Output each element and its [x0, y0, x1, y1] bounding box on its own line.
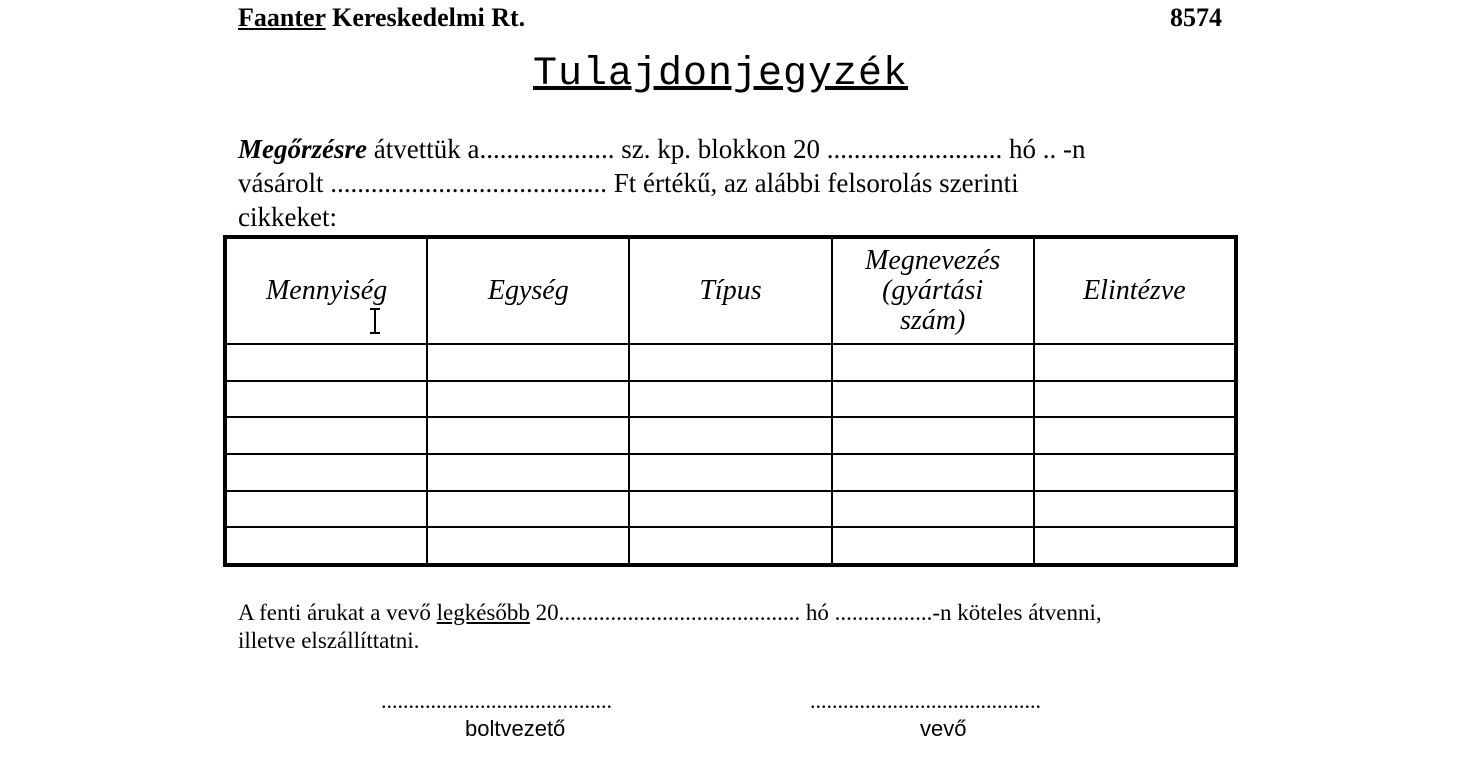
signature-line-store-manager[interactable]: ..........................................	[381, 688, 612, 713]
table-cell[interactable]	[832, 454, 1034, 491]
table-cell[interactable]	[427, 417, 629, 454]
column-header-unit: Egység	[427, 237, 629, 344]
table-row	[225, 454, 1236, 491]
table-cell[interactable]	[225, 344, 427, 381]
company-name-underlined: Faanter	[238, 3, 326, 32]
document-number: 8574	[1170, 3, 1222, 32]
company-name-rest: Kereskedelmi Rt.	[325, 3, 526, 32]
column-header-name-serial	[832, 237, 1034, 344]
table-cell[interactable]	[629, 381, 831, 418]
table-cell[interactable]	[427, 454, 629, 491]
table-cell[interactable]	[1034, 454, 1236, 491]
table-cell[interactable]	[629, 344, 831, 381]
table-row	[225, 344, 1236, 381]
signature-line-customer[interactable]: ..........................................	[810, 688, 1041, 713]
intro-paragraph	[238, 132, 1198, 234]
table-row	[225, 381, 1236, 418]
footer-note-line-1	[238, 599, 1102, 627]
footer-note-line-2: illetve elszállíttatni.	[238, 628, 420, 653]
column-header-quantity: Mennyiség	[225, 237, 427, 344]
table-cell[interactable]	[832, 527, 1034, 565]
table-cell[interactable]	[629, 491, 831, 528]
intro-line-3: cikkeket:	[238, 202, 337, 232]
table-cell[interactable]	[629, 417, 831, 454]
intro-line-1	[238, 132, 1198, 166]
column-header-done: Elintézve	[1034, 237, 1236, 344]
column-header-type: Típus	[629, 237, 831, 344]
table-cell[interactable]	[427, 344, 629, 381]
signature-label-customer: vevő	[920, 716, 967, 741]
table-cell[interactable]	[1034, 344, 1236, 381]
intro-line-2: vásárolt ......................................... Ft értékű, az alábbi felsorolás szerinti	[238, 168, 1019, 198]
signature-label-store-manager: boltvezető	[465, 716, 566, 741]
table-row	[225, 417, 1236, 454]
company-name	[238, 3, 525, 33]
table-row	[225, 527, 1236, 565]
footer-note-underlined: legkésőbb	[436, 600, 530, 625]
intro-line-1-rest: átvettük a.................... sz. kp. blokkon 20 .......................... hó .. -n	[367, 134, 1086, 164]
footer-note	[238, 599, 1102, 655]
table-cell[interactable]	[225, 381, 427, 418]
footer-note-part-2: 20.......................................... hó .................-n köteles átvenni,	[529, 600, 1102, 625]
table-cell[interactable]	[832, 344, 1034, 381]
document-title: Tulajdonjegyzék	[533, 52, 909, 97]
footer-note-part-1: A fenti árukat a vevő	[238, 600, 437, 625]
table-cell[interactable]	[832, 417, 1034, 454]
table-cell[interactable]	[1034, 417, 1236, 454]
table-cell[interactable]	[225, 454, 427, 491]
table-cell[interactable]	[225, 417, 427, 454]
items-table	[223, 235, 1238, 567]
text-cursor-icon	[367, 308, 383, 334]
table-cell[interactable]	[225, 491, 427, 528]
table-cell[interactable]	[225, 527, 427, 565]
table-cell[interactable]	[1034, 527, 1236, 565]
table-cell[interactable]	[427, 491, 629, 528]
column-header-name-serial-label: Megnevezés (gyártási szám)	[865, 245, 1001, 336]
table-cell[interactable]	[629, 454, 831, 491]
table-cell[interactable]	[427, 381, 629, 418]
intro-lead-word: Megőrzésre	[238, 134, 367, 164]
table-row	[225, 491, 1236, 528]
table-cell[interactable]	[629, 527, 831, 565]
table-cell[interactable]	[1034, 381, 1236, 418]
table-cell[interactable]	[1034, 491, 1236, 528]
table-cell[interactable]	[832, 491, 1034, 528]
table-cell[interactable]	[832, 381, 1034, 418]
table-cell[interactable]	[427, 527, 629, 565]
